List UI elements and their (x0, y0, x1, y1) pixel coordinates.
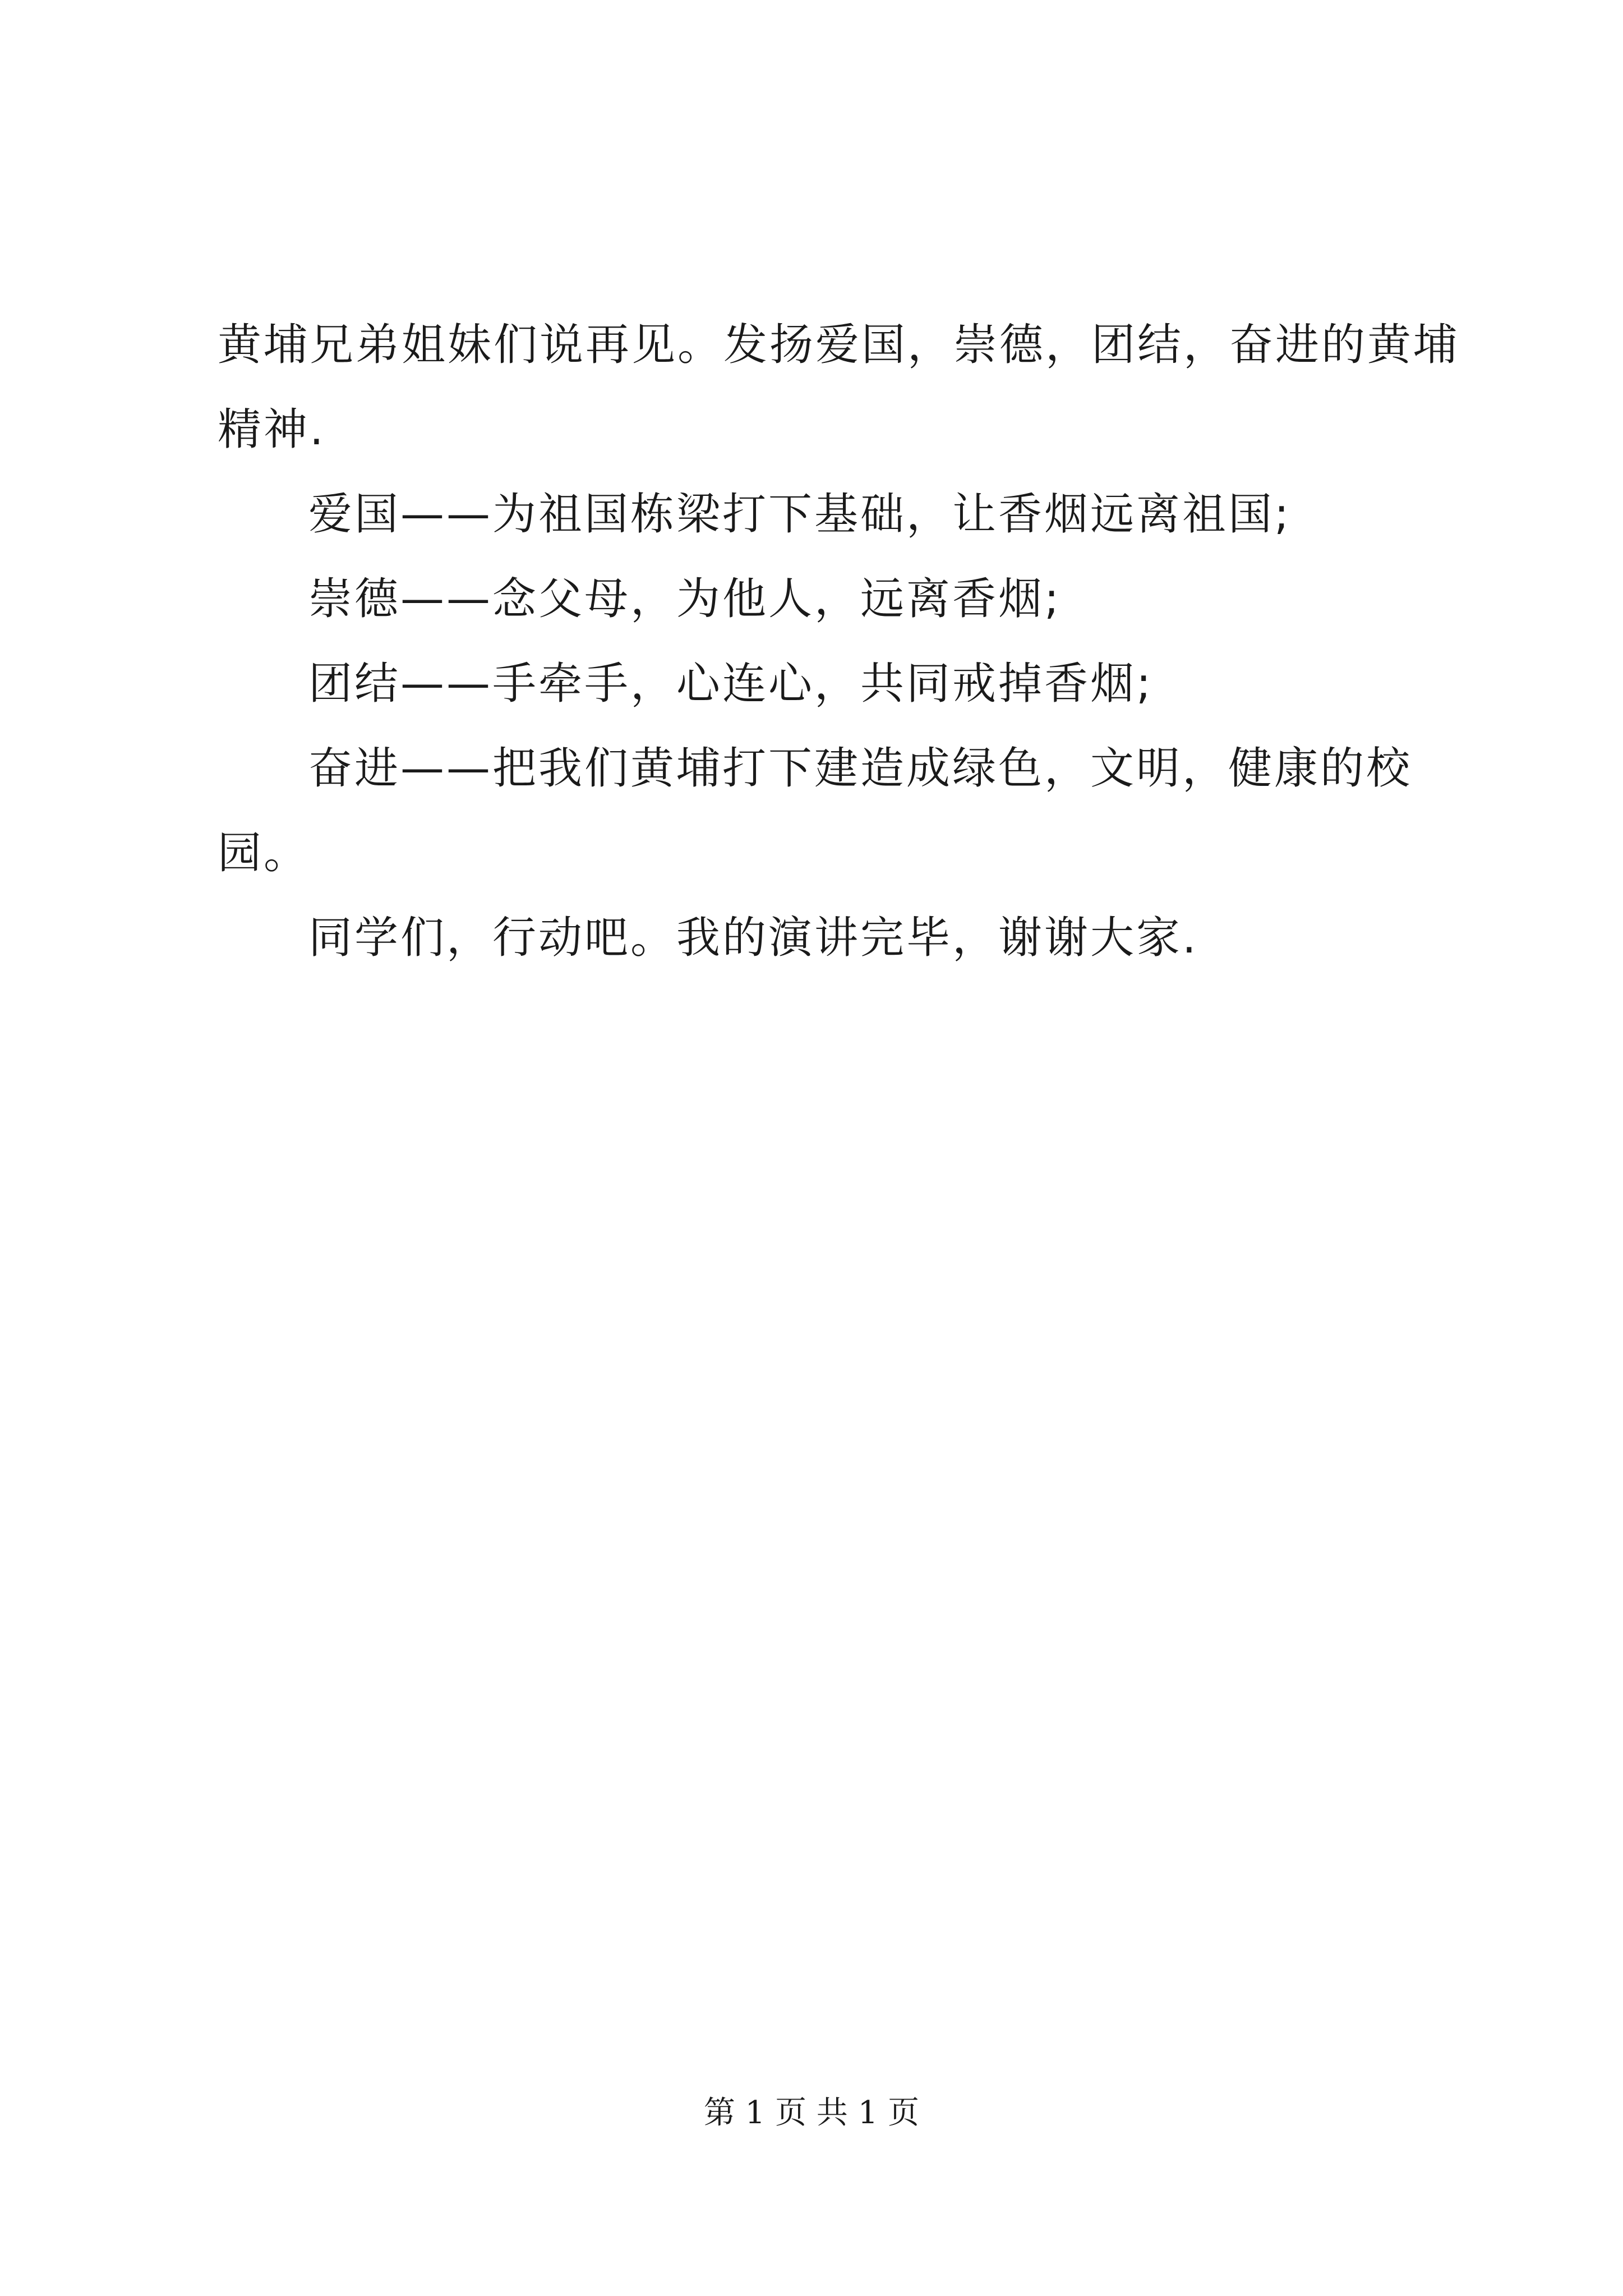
paragraph-closing-line: 黄埔兄弟姐妹们说再见。发扬爱国，崇德，团结，奋进的黄埔精神. (218, 320, 1460, 455)
paragraph-virtue: 崇德——念父母，为他人，远离香烟; (308, 574, 1062, 624)
page-footer (0, 2088, 1623, 2133)
page-number-label: 第 1 页 共 1 页 (703, 2095, 920, 2131)
document-body (218, 303, 1468, 981)
paragraph-conclusion: 同学们，行动吧。我的演讲完毕，谢谢大家. (308, 913, 1198, 963)
paragraph-unity: 团结——手牵手，心连心，共同戒掉香烟; (308, 659, 1154, 709)
paragraph-progress: 奋进——把我们黄埔打下建造成绿色，文明，健康的校园。 (218, 743, 1413, 878)
paragraph-patriotism: 爱国——为祖国栋梁打下基础，让香烟远离祖国; (308, 489, 1292, 540)
